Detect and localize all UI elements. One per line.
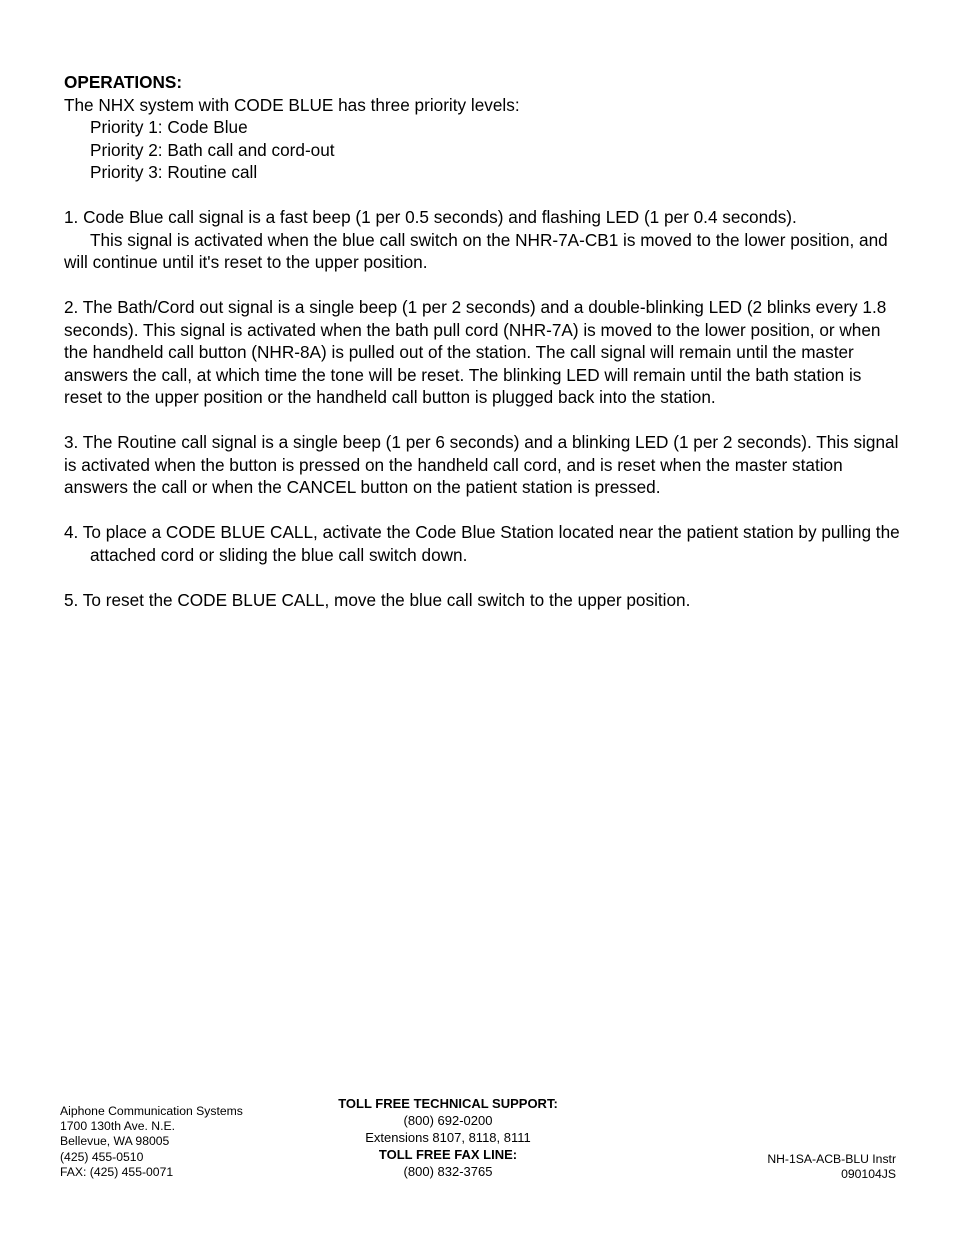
item-5: 5. To reset the CODE BLUE CALL, move the blue call switch to the upper position. <box>64 589 691 610</box>
item-4: 4. To place a CODE BLUE CALL, activate the Code Blue Station located near the patient station by pulling the attached cord or sliding the blue call switch down. <box>64 522 900 565</box>
phone-number: (425) 455-0510 <box>60 1149 144 1164</box>
priority-3: Priority 3: Routine call <box>90 162 258 182</box>
support-extensions: Extensions 8107, 8118, 8111 <box>365 1130 531 1145</box>
document-name: NH-1SA-ACB-BLU Instr <box>767 1152 896 1166</box>
priority-2: Priority 2: Bath call and cord-out <box>90 139 335 160</box>
document-code: 090104JS <box>841 1167 896 1182</box>
item-2: 2. The Bath/Cord out signal is a single beep (1 per 2 seconds) and a double-blinking LED (2 blinks every 1.8 seconds). This signal is activated when the bath pull cord (NHR-7A) is moved to the lower position, or when the handheld call button (NHR-8A) is pulled out of the station. The call signal will remain until the master answers the call, at which time the tone will be reset. The blinking LED will remain until the bath station is reset to the upper position or the handheld call button is plugged back into the station. <box>64 297 887 407</box>
fax-line-title: TOLL FREE FAX LINE: <box>378 1147 518 1162</box>
support-title: TOLL FREE TECHNICAL SUPPORT: <box>338 1096 558 1111</box>
item-3: 3. The Routine call signal is a single beep (1 per 6 seconds) and a blinking LED (1 per 2 seconds). This signal is activated when the button is pressed on the handheld call cord, and is reset when the master station answers the call or when the CANCEL button on the patient station is pressed. <box>64 432 899 497</box>
company-address <box>60 1104 243 1180</box>
support-phone: (800) 692-0200 <box>403 1113 493 1128</box>
item-1 <box>64 206 904 274</box>
intro-text: The NHX system with CODE BLUE has three priority levels: <box>64 94 520 115</box>
fax-number: FAX: (425) 455-0071 <box>60 1164 174 1179</box>
company-name: Aiphone Communication Systems <box>60 1104 243 1118</box>
support-info <box>298 1095 598 1180</box>
city-address: Bellevue, WA 98005 <box>60 1134 170 1149</box>
document-id <box>767 1152 896 1183</box>
operations-section <box>64 71 904 611</box>
fax-line-number: (800) 832-3765 <box>403 1164 493 1179</box>
street-address: 1700 130th Ave. N.E. <box>60 1119 175 1134</box>
operations-heading: OPERATIONS: <box>64 72 183 92</box>
item-1-first-line: 1. Code Blue call signal is a fast beep (1 per 0.5 seconds) and flashing LED (1 per 0.4 seconds). <box>64 207 797 227</box>
priority-1: Priority 1: Code Blue <box>90 117 248 137</box>
item-1-continuation: This signal is activated when the blue call switch on the NHR-7A-CB1 is moved to the lower position, and will continue until it's reset to the upper position. <box>64 229 888 272</box>
